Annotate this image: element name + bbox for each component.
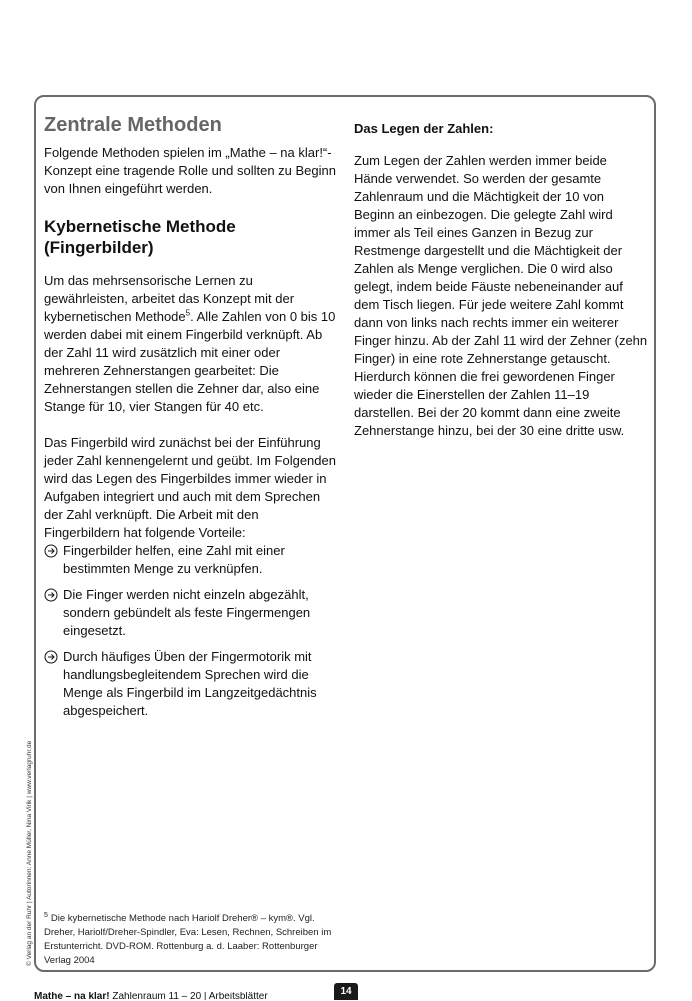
left-column	[44, 112, 338, 720]
advantages-list	[44, 542, 338, 720]
series-title: Mathe – na klar!	[34, 992, 110, 1000]
list-item	[44, 648, 338, 720]
method-paragraph-part2: . Alle Zahlen von 0 bis 10 werden dabei mit einem Fingerbild verknüpft. Ab der Zahl 11 wird zusätzlich mit einer oder mehreren Zehnerstangen gearbeitet: Die Zehnerstangen stellen die Zehner dar, also eine Stange für 10, vier Stangen für 40 etc.	[44, 309, 336, 414]
fingerbild-paragraph: Das Fingerbild wird zunächst bei der Einführung jeder Zahl kennengelernt und geübt. Im Folgenden wird das Legen des Fingerbildes immer wieder in Aufgaben integriert und auch mit dem Sprechen der Zahl verknüpft. Die Arbeit mit den Fingerbildern hat folgende Vorteile:	[44, 435, 336, 540]
footnote-text: Die kybernetische Methode nach Hariolf Dreher® – kym®. Vgl. Dreher, Hariolf/Dreher-Spindler, Eva: Lesen, Rechnen, Schreiben im Erstunterricht. DVD-ROM. Rottenburg a. d. Laaber: Rottenburger Verlag 2004	[44, 913, 332, 966]
side-credit: © Verlag an der Ruhr | Autorinnen: Anne Müller, Nina Virik | www.verlagruhr.de	[26, 740, 33, 966]
footnote	[44, 912, 344, 968]
list-item-text: Die Finger werden nicht einzeln abgezählt, sondern gebündelt als feste Fingermengen eingesetzt.	[63, 587, 311, 638]
subsection-title	[44, 216, 338, 258]
section-title: Zentrale Methoden	[44, 114, 222, 136]
method-paragraph-part1: Um das mehrsensorische Lernen zu gewährleisten, arbeitet das Konzept mit der kybernetischen Methode	[44, 273, 295, 324]
right-column	[354, 120, 648, 440]
footnote-number: 5	[44, 911, 48, 919]
circled-arrow-icon	[44, 650, 58, 664]
method-paragraph	[44, 272, 338, 416]
list-item-text: Fingerbilder helfen, eine Zahl mit einer bestimmten Menge zu verknüpfen.	[63, 543, 285, 576]
right-paragraph: Zum Legen der Zahlen werden immer beide Hände verwendet. So werden der gesamte Zahlenraum und die Mächtigkeit der 10 von Beginn an einbezogen. Die gelegte Zahl wird immer als Teil eines Ganzen in Bezug zur Restmenge dargestellt und die Mächtigkeit der Zahlen als Menge verglichen. Die 0 wird also gelegt, indem beide Fäuste nebeneinander auf dem Tisch liegen. Für jede weitere Zahl kommt dann von links nach rechts immer ein weiterer Finger hinzu. Ab der Zahl 11 wird der Zehner (zehn Finger) in eine rote Zehnerstange getauscht. Hierdurch können die frei gewordenen Finger wieder die Einerstellen der Zahlen 11–19 darstellen. Bei der 20 kommt dann eine zweite Zehnerstange hinzu, bei der 30 eine dritte usw.	[354, 153, 648, 438]
circled-arrow-icon	[44, 588, 58, 602]
list-item	[44, 542, 338, 578]
list-item-text: Durch häufiges Üben der Fingermotorik mit handlungsbegleitendem Sprechen wird die Menge als Fingerbild im Langzeitgedächtnis abgespeichert.	[63, 649, 317, 718]
footnote-reference: 5	[185, 308, 191, 318]
circled-arrow-icon	[44, 544, 58, 558]
right-heading: Das Legen der Zahlen:	[354, 121, 494, 136]
list-item	[44, 586, 338, 640]
subsection-title-line1: Kybernetische Methode	[44, 217, 236, 236]
series-subtitle: Zahlenraum 11 – 20 | Arbeitsblätter	[109, 992, 268, 1000]
page-number: 14	[334, 983, 358, 1000]
subsection-title-line2: (Fingerbilder)	[44, 238, 154, 257]
intro-paragraph: Folgende Methoden spielen im „Mathe – na klar!“-Konzept eine tragende Rolle und sollten zu Beginn von Ihnen eingeführt werden.	[44, 145, 336, 196]
bottom-series-label	[34, 992, 334, 1000]
